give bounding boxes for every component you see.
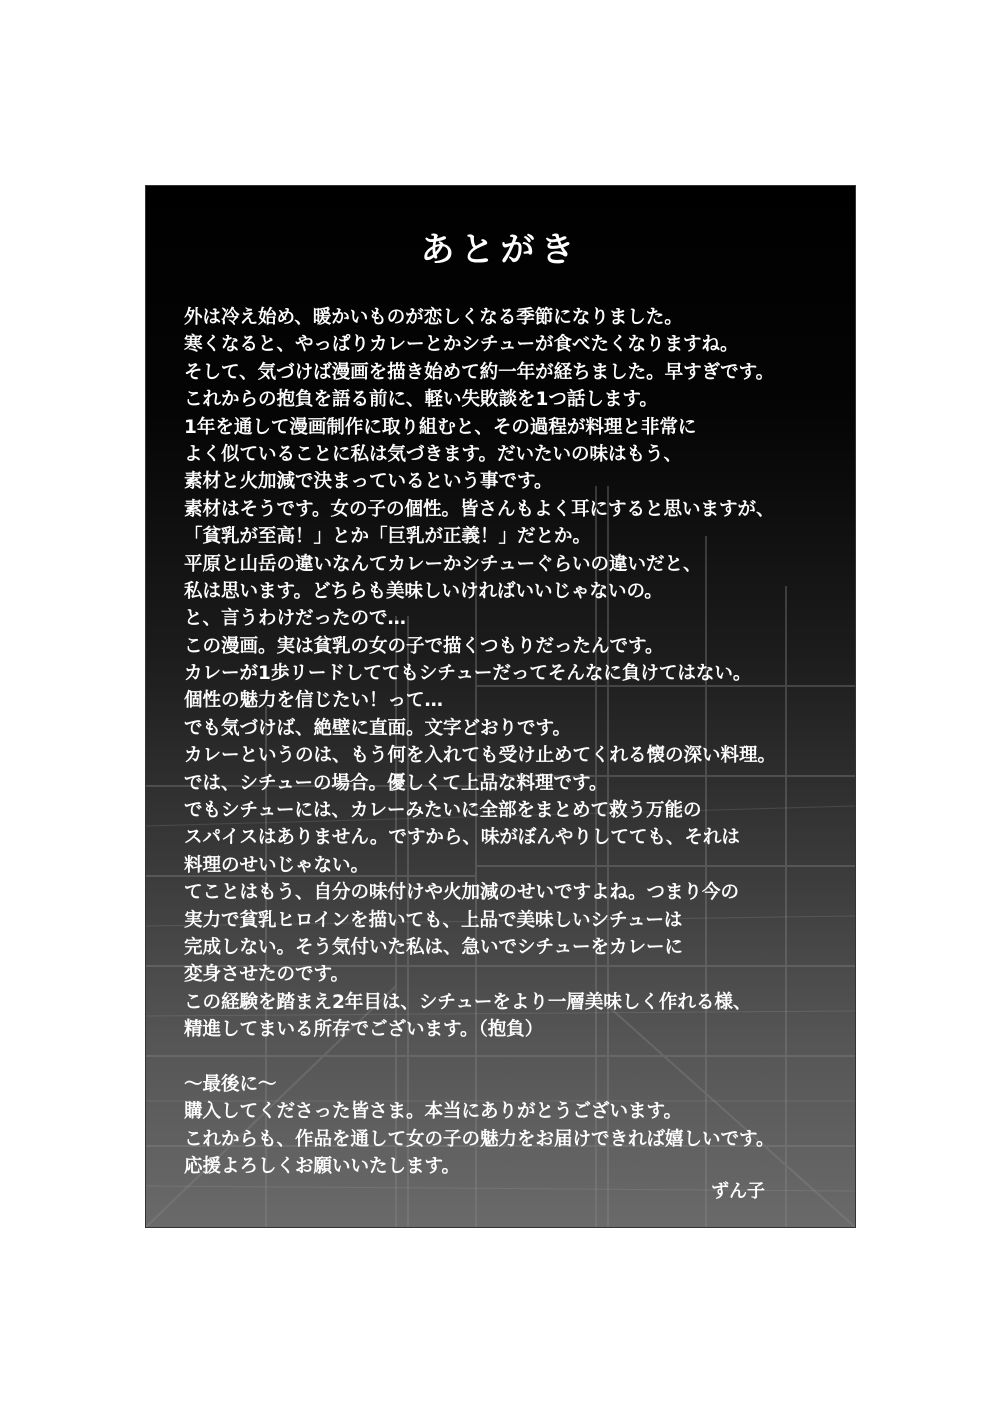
text-line: 素材と火加減で決まっているという事です。 bbox=[184, 471, 553, 493]
text-line: と、言うわけだったので… bbox=[184, 608, 407, 630]
text-line: でも気づけば、絶壁に直面。文字どおりです。 bbox=[184, 717, 572, 739]
text-line: カレーというのは、もう何を入れても受け止めてくれる懐の深い料理。 bbox=[184, 745, 777, 767]
afterword-title: あとがき bbox=[420, 230, 581, 270]
text-line: 「貧乳が至高！」とか「巨乳が正義！」だとか。 bbox=[184, 526, 592, 548]
text-line: てことはもう、自分の味付けや火加減のせいですよね。つまり今の bbox=[184, 882, 740, 904]
text-line: 購入してくださった皆さま。本当にありがとうございます。 bbox=[184, 1101, 683, 1123]
text-line: そして、気づけば漫画を描き始めて約一年が経ちました。早すぎです。 bbox=[184, 361, 775, 383]
text-line: でもシチューには、カレーみたいに全部をまとめて救う万能の bbox=[184, 800, 702, 822]
text-line: 料理のせいじゃない。 bbox=[184, 854, 370, 876]
text-line: これからの抱負を語る前に、軽い失敗談を1つ話します。 bbox=[184, 389, 658, 411]
text-line: 素材はそうです。女の子の個性。皆さんもよく耳にすると思いますが、 bbox=[184, 498, 775, 520]
text-line: スパイスはありません。ですから、味がぼんやりしてても、それは bbox=[184, 827, 740, 849]
closing-heading: 〜最後に〜 bbox=[184, 1073, 277, 1095]
text-line: この経験を踏まえ2年目は、シチューをより一層美味しく作れる様、 bbox=[184, 991, 752, 1013]
afterword-panel bbox=[145, 185, 856, 1228]
text-line: 精進してまいる所存でございます。（抱負） bbox=[184, 1019, 544, 1041]
afterword-body bbox=[184, 304, 854, 1181]
text-line: では、シチューの場合。優しくて上品な料理です。 bbox=[184, 772, 608, 794]
text-line: これからも、作品を通して女の子の魅力をお届けできれば嬉しいです。 bbox=[184, 1128, 775, 1150]
text-line: 平原と山岳の違いなんてカレーかシチューぐらいの違いだと、 bbox=[184, 553, 702, 575]
text-line: 1年を通して漫画制作に取り組むと、その過程が料理と非常に bbox=[184, 416, 697, 438]
text-line: この漫画。実は貧乳の女の子で描くつもりだったんです。 bbox=[184, 635, 664, 657]
text-line: 外は冷え始め、暖かいものが恋しくなる季節になりました。 bbox=[184, 307, 683, 328]
text-line: 寒くなると、やっぱりカレーとかシチューが食べたくなりますね。 bbox=[184, 334, 739, 356]
text-line: 応援よろしくお願いいたします。 bbox=[184, 1156, 461, 1178]
text-line: 変身させたのです。 bbox=[184, 964, 350, 986]
text-line: カレーが1歩リードしててもシチューだってそんなに負けてはない。 bbox=[184, 663, 752, 685]
text-line: 実力で貧乳ヒロインを描いても、上品で美味しいシチューは bbox=[184, 909, 683, 931]
text-line: 完成しない。そう気付いた私は、急いでシチューをカレーに bbox=[184, 936, 683, 958]
text-line: よく似ていることに私は気づきます。だいたいの味はもう、 bbox=[184, 443, 683, 465]
text-line: 個性の魅力を信じたい！って… bbox=[184, 690, 444, 712]
text-line: 私は思います。どちらも美味しいければいいじゃないの。 bbox=[184, 580, 663, 602]
author-signature: ずん子 bbox=[711, 1181, 765, 1202]
blank-line bbox=[184, 1044, 854, 1071]
